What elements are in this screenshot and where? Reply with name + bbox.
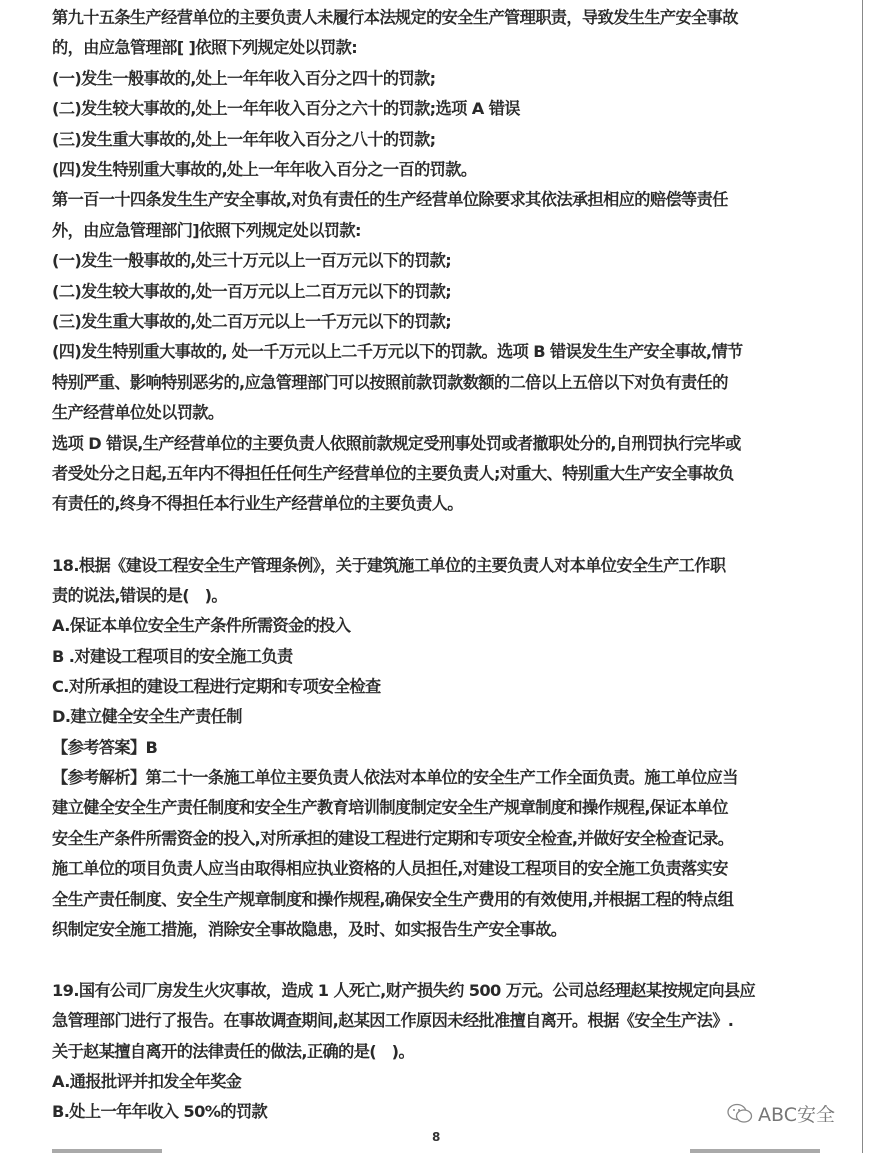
text-line: 19.国有公司厂房发生火灾事故，造成 1 人死亡,财产损失约 500 万元。公司总经理赵某按规定向县应: [52, 981, 756, 1000]
text-line: 织制定安全施工措施，消除安全事故隐患，及时、如实报告生产安全事故。: [52, 920, 567, 939]
watermark: [726, 1100, 835, 1127]
text-line: B.处上一年年收入 50%的罚款: [52, 1102, 268, 1121]
text-line: C.对所承担的建设工程进行定期和专项安全检查: [52, 677, 381, 696]
text-line: 全生产责任制度、安全生产规章制度和操作规程,确保安全生产费用的有效使用,并根据工程的特点组: [52, 890, 734, 909]
text-line: 第一百一十四条发生生产安全事故,对负有责任的生产经营单位除要求其依法承担相应的赔偿等责任: [52, 190, 728, 209]
text-line: (三)发生重大事故的,处二百万元以上一千万元以下的罚款;: [52, 312, 452, 331]
text-line: (一)发生一般事故的,处上一年年收入百分之四十的罚款;: [52, 69, 436, 88]
text-line: (一)发生一般事故的,处三十万元以上一百万元以下的罚款;: [52, 251, 452, 270]
text-line: 建立健全安全生产责任制度和安全生产教育培训制度制定安全生产规章制度和操作规程,保证本单位: [52, 798, 728, 817]
text-line: 责的说法,错误的是( )。: [52, 586, 228, 605]
text-line: 的，由应急管理部[ ]依照下列规定处以罚款:: [52, 38, 358, 57]
text-line: 生产经营单位处以罚款。: [52, 403, 224, 422]
text-line: 安全生产条件所需资金的投入,对所承担的建设工程进行定期和专项安全检查,并做好安全检查记录。: [52, 829, 734, 848]
text-line: (二)发生较大事故的,处上一年年收入百分之六十的罚款;选项 A 错误: [52, 99, 520, 118]
text-line: 施工单位的项目负责人应当由取得相应执业资格的人员担任,对建设工程项目的安全施工负责落实安: [52, 859, 728, 878]
text-line: (三)发生重大事故的,处上一年年收入百分之八十的罚款;: [52, 130, 436, 149]
text-line: 者受处分之日起,五年内不得担任任何生产经营单位的主要负责人;对重大、特别重大生产安全事故负: [52, 464, 734, 483]
text-line: 有责任的,终身不得担任本行业生产经营单位的主要负责人。: [52, 494, 463, 513]
text-line: D.建立健全安全生产责任制: [52, 707, 242, 726]
text-line: 关于赵某擅自离开的法律责任的做法,正确的是( )。: [52, 1042, 415, 1061]
text-line: 【参考答案】B: [52, 738, 158, 757]
text-line: 选项 D 错误,生产经营单位的主要负责人依照前款规定受刑事处罚或者撤职处分的,自刑罚执行完毕或: [52, 434, 741, 453]
watermark-text: ABC安全: [758, 1104, 835, 1126]
text-line: 急管理部门进行了报告。在事故调查期间,赵某因工作原因未经批准擅自离开。根据《安全生产法》.: [52, 1011, 734, 1030]
text-line: 第九十五条生产经营单位的主要负责人未履行本法规定的安全生产管理职责，导致发生生产安全事故: [52, 8, 738, 27]
footer-right: [690, 1149, 820, 1153]
footer-left: [52, 1149, 162, 1153]
text-line: (四)发生特别重大事故的, 处一千万元以上二千万元以下的罚款。选项 B 错误发生生产安全事故,情节: [52, 342, 743, 361]
text-line: 【参考解析】第二十一条施工单位主要负责人依法对本单位的安全生产工作全面负责。施工单位应当: [52, 768, 738, 787]
text-line: (二)发生较大事故的,处一百万元以上二百万元以下的罚款;: [52, 282, 452, 301]
text-line: A.通报批评并扣发全年奖金: [52, 1072, 242, 1091]
text-line: 外，由应急管理部门]依照下列规定处以罚款:: [52, 221, 361, 240]
page-number: 8: [432, 1130, 441, 1144]
text-line: 18.根据《建设工程安全生产管理条例》，关于建筑施工单位的主要负责人对本单位安全生产工作职: [52, 556, 726, 575]
text-line: 特别严重、影响特别恶劣的,应急管理部门可以按照前款罚款数额的二倍以上五倍以下对负有责任的: [52, 373, 728, 392]
text-line: B .对建设工程项目的安全施工负责: [52, 647, 293, 666]
text-line: (四)发生特别重大事故的,处上一年年收入百分之一百的罚款。: [52, 160, 477, 179]
text-line: A.保证本单位安全生产条件所需资金的投入: [52, 616, 351, 635]
wechat-icon: [726, 1102, 754, 1126]
